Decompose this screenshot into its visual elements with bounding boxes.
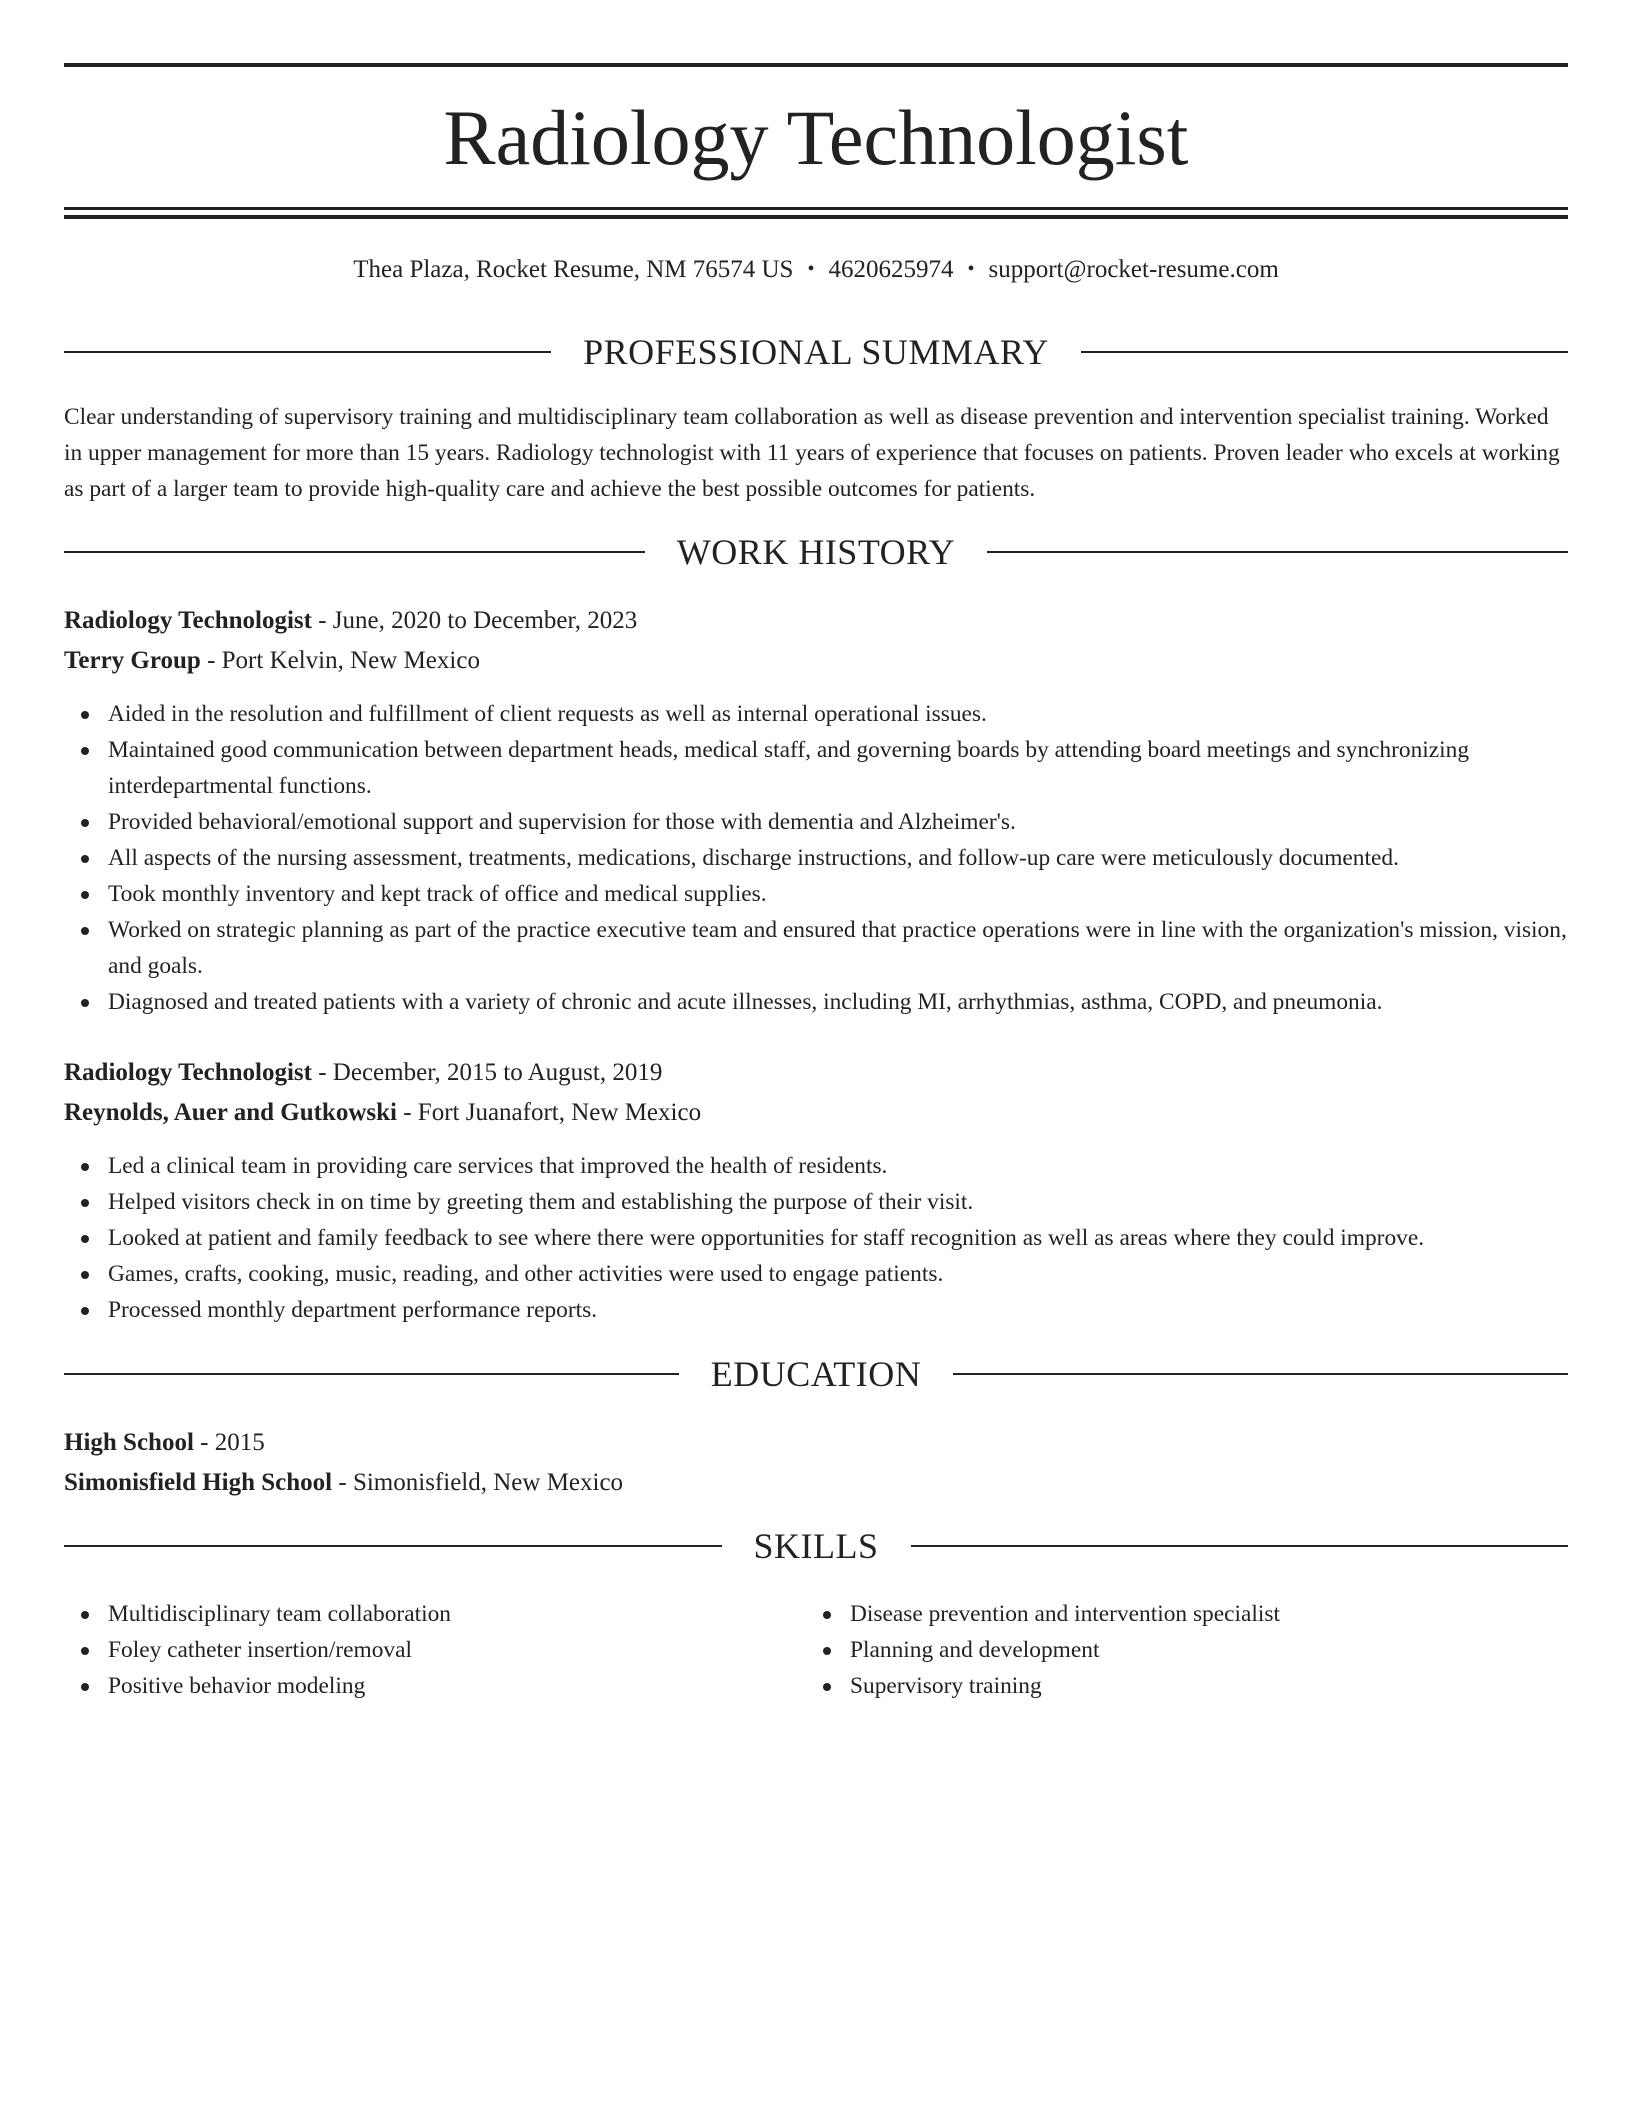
job-company-line — [64, 643, 480, 679]
job-company-line — [64, 1095, 701, 1131]
skill-item: Planning and development — [806, 1632, 1632, 1668]
job-dates: - December, 2015 to August, 2019 — [311, 1059, 663, 1086]
skill-item: Multidisciplinary team collaboration — [64, 1596, 1568, 1632]
skills-heading: SKILLS — [753, 1526, 879, 1566]
list-item: Games, crafts, cooking, music, reading, and other activities were used to engage patients. — [64, 1256, 1568, 1292]
work-heading: WORK HISTORY — [676, 532, 956, 572]
heading-rule-left — [64, 1373, 679, 1375]
education-year: - 2015 — [193, 1429, 265, 1456]
skill-item: Positive behavior modeling — [64, 1668, 1568, 1704]
section-heading-summary — [64, 330, 1568, 374]
job-location: - Fort Juanafort, New Mexico — [396, 1099, 702, 1126]
skills-list-right — [806, 1596, 1632, 1704]
section-heading-skills — [64, 1524, 1568, 1568]
education-location: - Simonisfield, New Mexico — [332, 1469, 624, 1496]
job-bullet-list — [64, 1148, 1568, 1328]
heading-rule-right — [953, 1373, 1568, 1375]
education-heading: EDUCATION — [710, 1354, 922, 1394]
education-school: Simonisfield High School — [64, 1469, 333, 1496]
contact-separator: • — [807, 258, 815, 280]
contact-phone: 4620625974 — [828, 256, 954, 283]
job-bullet-list — [64, 696, 1568, 1020]
section-heading-education — [64, 1352, 1568, 1396]
contact-line — [64, 253, 1568, 288]
job-title-line — [64, 1055, 662, 1091]
job-company: Terry Group — [64, 647, 201, 674]
header-top-rule — [64, 63, 1568, 67]
heading-rule-left — [64, 351, 551, 353]
list-item: Maintained good communication between department heads, medical staff, and governing boards by attending board meetings and synchronizing interdepartmental functions. — [64, 732, 1568, 804]
contact-email: support@rocket-resume.com — [988, 256, 1279, 283]
resume-title: Radiology Technologist — [443, 94, 1189, 181]
contact-separator: • — [967, 258, 975, 280]
skill-item: Supervisory training — [806, 1668, 1632, 1704]
section-heading-work — [64, 530, 1568, 574]
list-item: Provided behavioral/emotional support and supervision for those with dementia and Alzheimer's. — [64, 804, 1568, 840]
job-company: Reynolds, Auer and Gutkowski — [64, 1099, 397, 1126]
contact-address: Thea Plaza, Rocket Resume, NM 76574 US — [353, 256, 794, 283]
education-school-line — [64, 1465, 623, 1501]
job-location: - Port Kelvin, New Mexico — [200, 647, 480, 674]
job-title: Radiology Technologist — [64, 607, 312, 634]
list-item: Looked at patient and family feedback to see where there were opportunities for staff recognition as well as areas where they could improve. — [64, 1220, 1568, 1256]
education-degree: High School — [64, 1429, 194, 1456]
list-item: Aided in the resolution and fulfillment of client requests as well as internal operational issues. — [64, 696, 1568, 732]
list-item: Took monthly inventory and kept track of office and medical supplies. — [64, 876, 1568, 912]
heading-rule-right — [1081, 351, 1568, 353]
list-item: Processed monthly department performance reports. — [64, 1292, 1568, 1328]
summary-text: Clear understanding of supervisory training and multidisciplinary team collaboration as well as disease prevention and intervention specialist training. Worked in upper management for more than 15 years. Radiology technologist with 11 years of experience that focuses on patients. Proven leader who excels at working as part of a larger team to provide high-quality care and achieve the best possible outcomes for patients. — [64, 404, 1560, 502]
list-item: Worked on strategic planning as part of the practice executive team and ensured that practice operations were in line with the organization's mission, vision, and goals. — [64, 912, 1568, 984]
list-item: All aspects of the nursing assessment, treatments, medications, discharge instructions, and follow-up care were meticulously documented. — [64, 840, 1568, 876]
summary-heading: PROFESSIONAL SUMMARY — [583, 332, 1049, 372]
header-double-rule-upper — [64, 207, 1568, 210]
heading-rule-right — [987, 551, 1568, 553]
list-item: Led a clinical team in providing care services that improved the health of residents. — [64, 1148, 1568, 1184]
heading-rule-right — [911, 1545, 1569, 1547]
list-item: Diagnosed and treated patients with a variety of chronic and acute illnesses, including MI, arrhythmias, asthma, COPD, and pneumonia. — [64, 984, 1568, 1020]
job-title-line — [64, 603, 637, 639]
skill-item: Foley catheter insertion/removal — [64, 1632, 1568, 1668]
job-dates: - June, 2020 to December, 2023 — [311, 607, 638, 634]
skill-item: Disease prevention and intervention specialist — [806, 1596, 1632, 1632]
job-title: Radiology Technologist — [64, 1059, 312, 1086]
list-item: Helped visitors check in on time by greeting them and establishing the purpose of their visit. — [64, 1184, 1568, 1220]
header-double-rule-lower — [64, 215, 1568, 219]
heading-rule-left — [64, 1545, 722, 1547]
education-degree-line — [64, 1425, 265, 1461]
heading-rule-left — [64, 551, 645, 553]
